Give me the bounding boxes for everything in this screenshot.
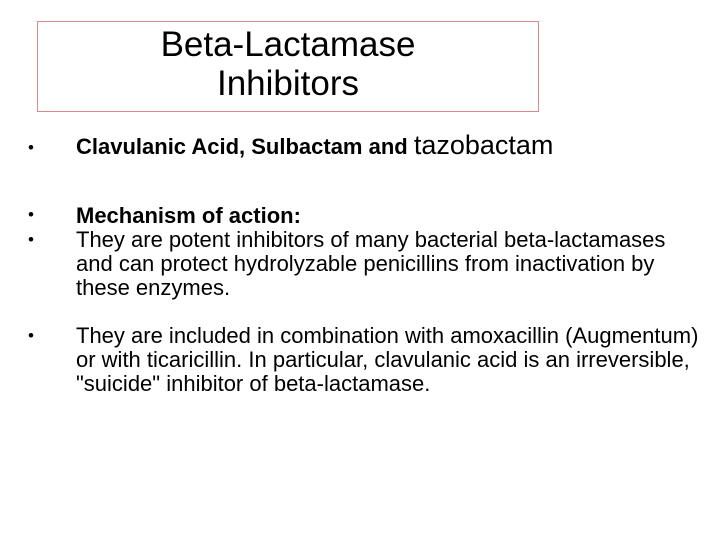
title-box bbox=[37, 21, 539, 112]
bullet-marker: • bbox=[28, 205, 34, 224]
agents-text: Clavulanic Acid, Sulbactam and bbox=[76, 134, 414, 159]
slide-title bbox=[38, 25, 538, 103]
bullet-text-agents bbox=[76, 130, 700, 160]
bullet-marker: • bbox=[28, 230, 34, 249]
combination-text: They are included in combination with amoxacillin (Augmentum) or with ticaricillin. In particular, clavulanic acid is an irreversible, "suicide" inhibitor of beta-lactamase. bbox=[76, 323, 699, 396]
mechanism-heading: Mechanism of action: bbox=[76, 203, 301, 228]
bullet-marker: • bbox=[28, 326, 34, 345]
potent-inhibitors-text: They are potent inhibitors of many bacterial beta-lactamases and can protect hydrolyzable penicillins from inactivation by these enzymes. bbox=[76, 227, 666, 300]
agents-text-tail: tazobactam bbox=[413, 130, 554, 160]
bullet-marker: • bbox=[28, 138, 34, 157]
title-line-1: Beta-Lactamase bbox=[160, 25, 416, 64]
title-line-2: Inhibitors bbox=[216, 64, 360, 103]
